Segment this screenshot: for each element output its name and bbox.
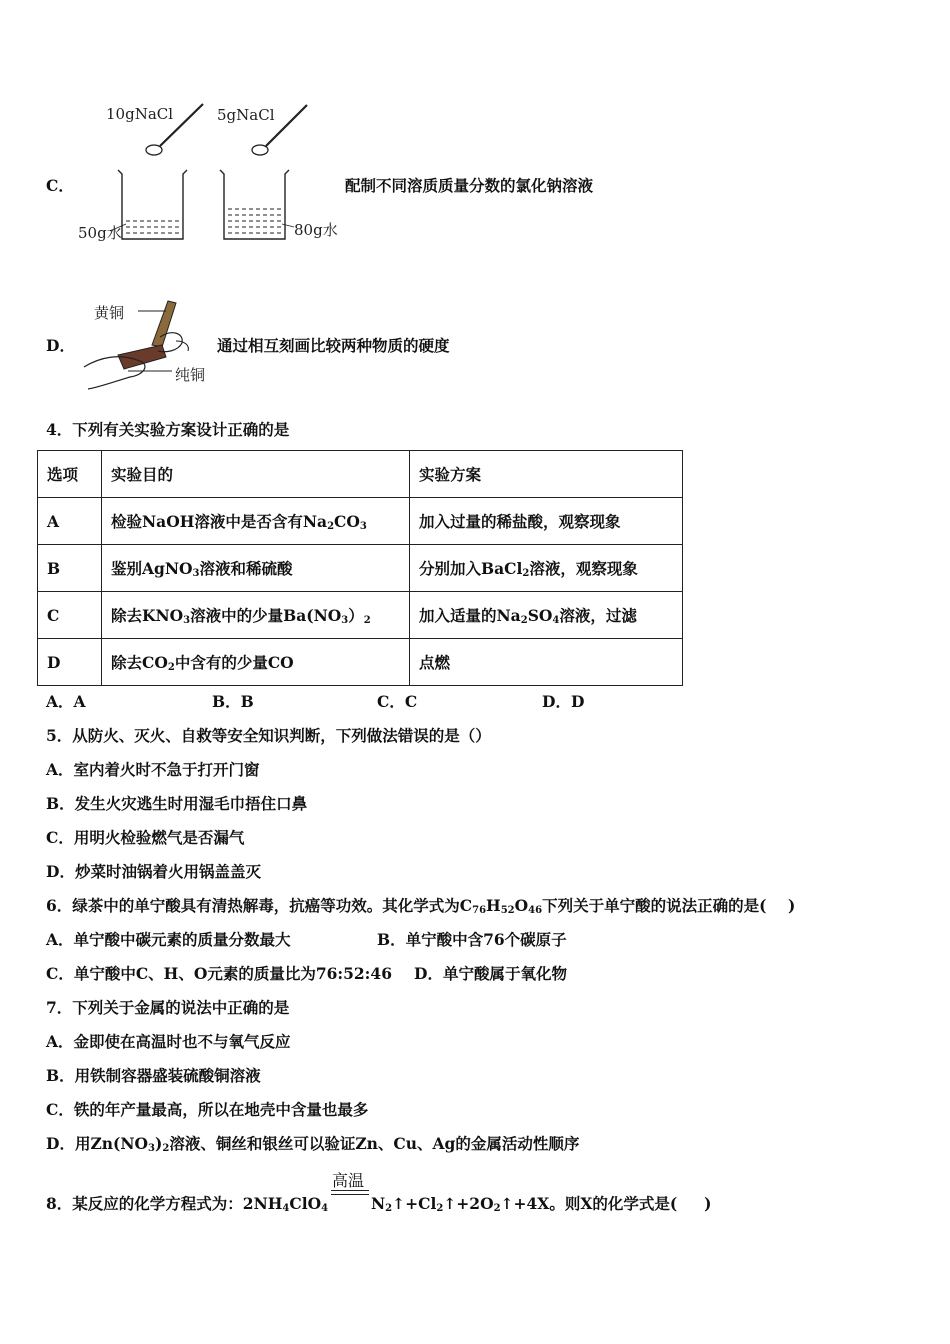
- q8-equation-right: $N_2↑+Cl_2↑+2O_2↑+4X$。则X的化学式是( ): [371, 1194, 712, 1214]
- q4-answer-c: C．C: [377, 692, 418, 711]
- row-plan: 加入过量的稀盐酸，观察现象: [410, 498, 683, 545]
- q3-option-d-letter: D．: [46, 336, 75, 355]
- q4-answer-d: D．D: [542, 692, 585, 711]
- q6-option-b: B．单宁酸中含76个碳原子: [377, 930, 567, 949]
- header-option: 选项: [38, 451, 102, 498]
- q6-option-d: D．单宁酸属于氧化物: [414, 964, 567, 983]
- header-plan: 实验方案: [410, 451, 683, 498]
- label-brass: 黄铜: [94, 304, 125, 322]
- q6-option-a: A．单宁酸中碳元素的质量分数最大: [46, 930, 291, 949]
- q7-option-d: D．用$Zn(NO_3)_2$溶液、铜丝和银丝可以验证Zn、Cu、Ag的金属活动性顺序: [46, 1134, 580, 1154]
- label-right-water: 80g水: [294, 221, 338, 239]
- label-left-salt: 10gNaCl: [106, 105, 174, 123]
- row-plan: 加入适量的$Na_2SO_4$溶液，过滤: [410, 592, 683, 639]
- beaker-right-icon: [220, 170, 294, 239]
- row-option: A: [38, 498, 102, 545]
- q5-option-b: B．发生火灾逃生时用湿毛巾捂住口鼻: [46, 794, 308, 813]
- q7-option-a: A．金即使在高温时也不与氧气反应: [46, 1032, 291, 1051]
- row-option: B: [38, 545, 102, 592]
- row-option: C: [38, 592, 102, 639]
- q8-condition: 高温: [332, 1171, 365, 1190]
- q7-stem: 7．下列关于金属的说法中正确的是: [46, 998, 290, 1017]
- q8-equals-line-bottom: [331, 1194, 369, 1195]
- row-aim: 除去$CO_2$中含有的少量CO: [102, 639, 410, 686]
- q4-answer-a: A．A: [46, 692, 86, 711]
- q6-option-c: C．单宁酸中C、H、O元素的质量比为76:52:46: [46, 964, 392, 983]
- q6-stem: 6．绿茶中的单宁酸具有清热解毒，抗癌等功效。其化学式为$C_{76}H_{52}O_{46}$下列关于单宁酸的说法正确的是( ): [46, 896, 796, 916]
- q4-answer-b: B．B: [212, 692, 254, 711]
- q4-stem: 4．下列有关实验方案设计正确的是: [46, 420, 290, 439]
- q5-stem: 5．从防火、灭火、自救等安全知识判断，下列做法错误的是（）: [46, 726, 491, 745]
- q8-equals-line-top: [331, 1190, 369, 1191]
- label-left-water: 50g水: [78, 224, 122, 242]
- table-row: [38, 592, 683, 639]
- label-right-salt: 5gNaCl: [217, 106, 275, 124]
- q7-option-c: C．铁的年产量最高，所以在地壳中含量也最多: [46, 1100, 369, 1119]
- header-aim: 实验目的: [102, 451, 410, 498]
- row-option: D: [38, 639, 102, 686]
- q3-option-c-text: 配制不同溶质质量分数的氯化钠溶液: [345, 176, 594, 195]
- row-plan: 分别加入BaCl$_2$溶液，观察现象: [410, 545, 683, 592]
- q3-option-d-text: 通过相互刻画比较两种物质的硬度: [217, 336, 450, 355]
- row-plan: 点燃: [410, 639, 683, 686]
- q4-table: [37, 450, 683, 686]
- q5-option-a: A．室内着火时不急于打开门窗: [46, 760, 260, 779]
- q3-option-c-letter: C．: [46, 176, 74, 195]
- row-aim: 鉴别AgNO$_3$溶液和稀硫酸: [102, 545, 410, 592]
- label-pure-copper: 纯铜: [175, 366, 206, 384]
- q5-option-c: C．用明火检验燃气是否漏气: [46, 828, 245, 847]
- table-row: [38, 498, 683, 545]
- row-aim: 检验NaOH溶液中是否含有$Na_2CO_3$: [102, 498, 410, 545]
- q5-option-d: D．炒菜时油锅着火用锅盖盖灭: [46, 862, 261, 881]
- table-header-row: [38, 451, 683, 498]
- row-aim: 除去$KNO_3$溶液中的少量$Ba(NO_3)_2$: [102, 592, 410, 639]
- table-row: [38, 639, 683, 686]
- q7-option-b: B．用铁制容器盛装硫酸铜溶液: [46, 1066, 261, 1085]
- table-row: [38, 545, 683, 592]
- q8-equation-left: 8．某反应的化学方程式为：$2NH_4ClO_4$: [46, 1194, 329, 1214]
